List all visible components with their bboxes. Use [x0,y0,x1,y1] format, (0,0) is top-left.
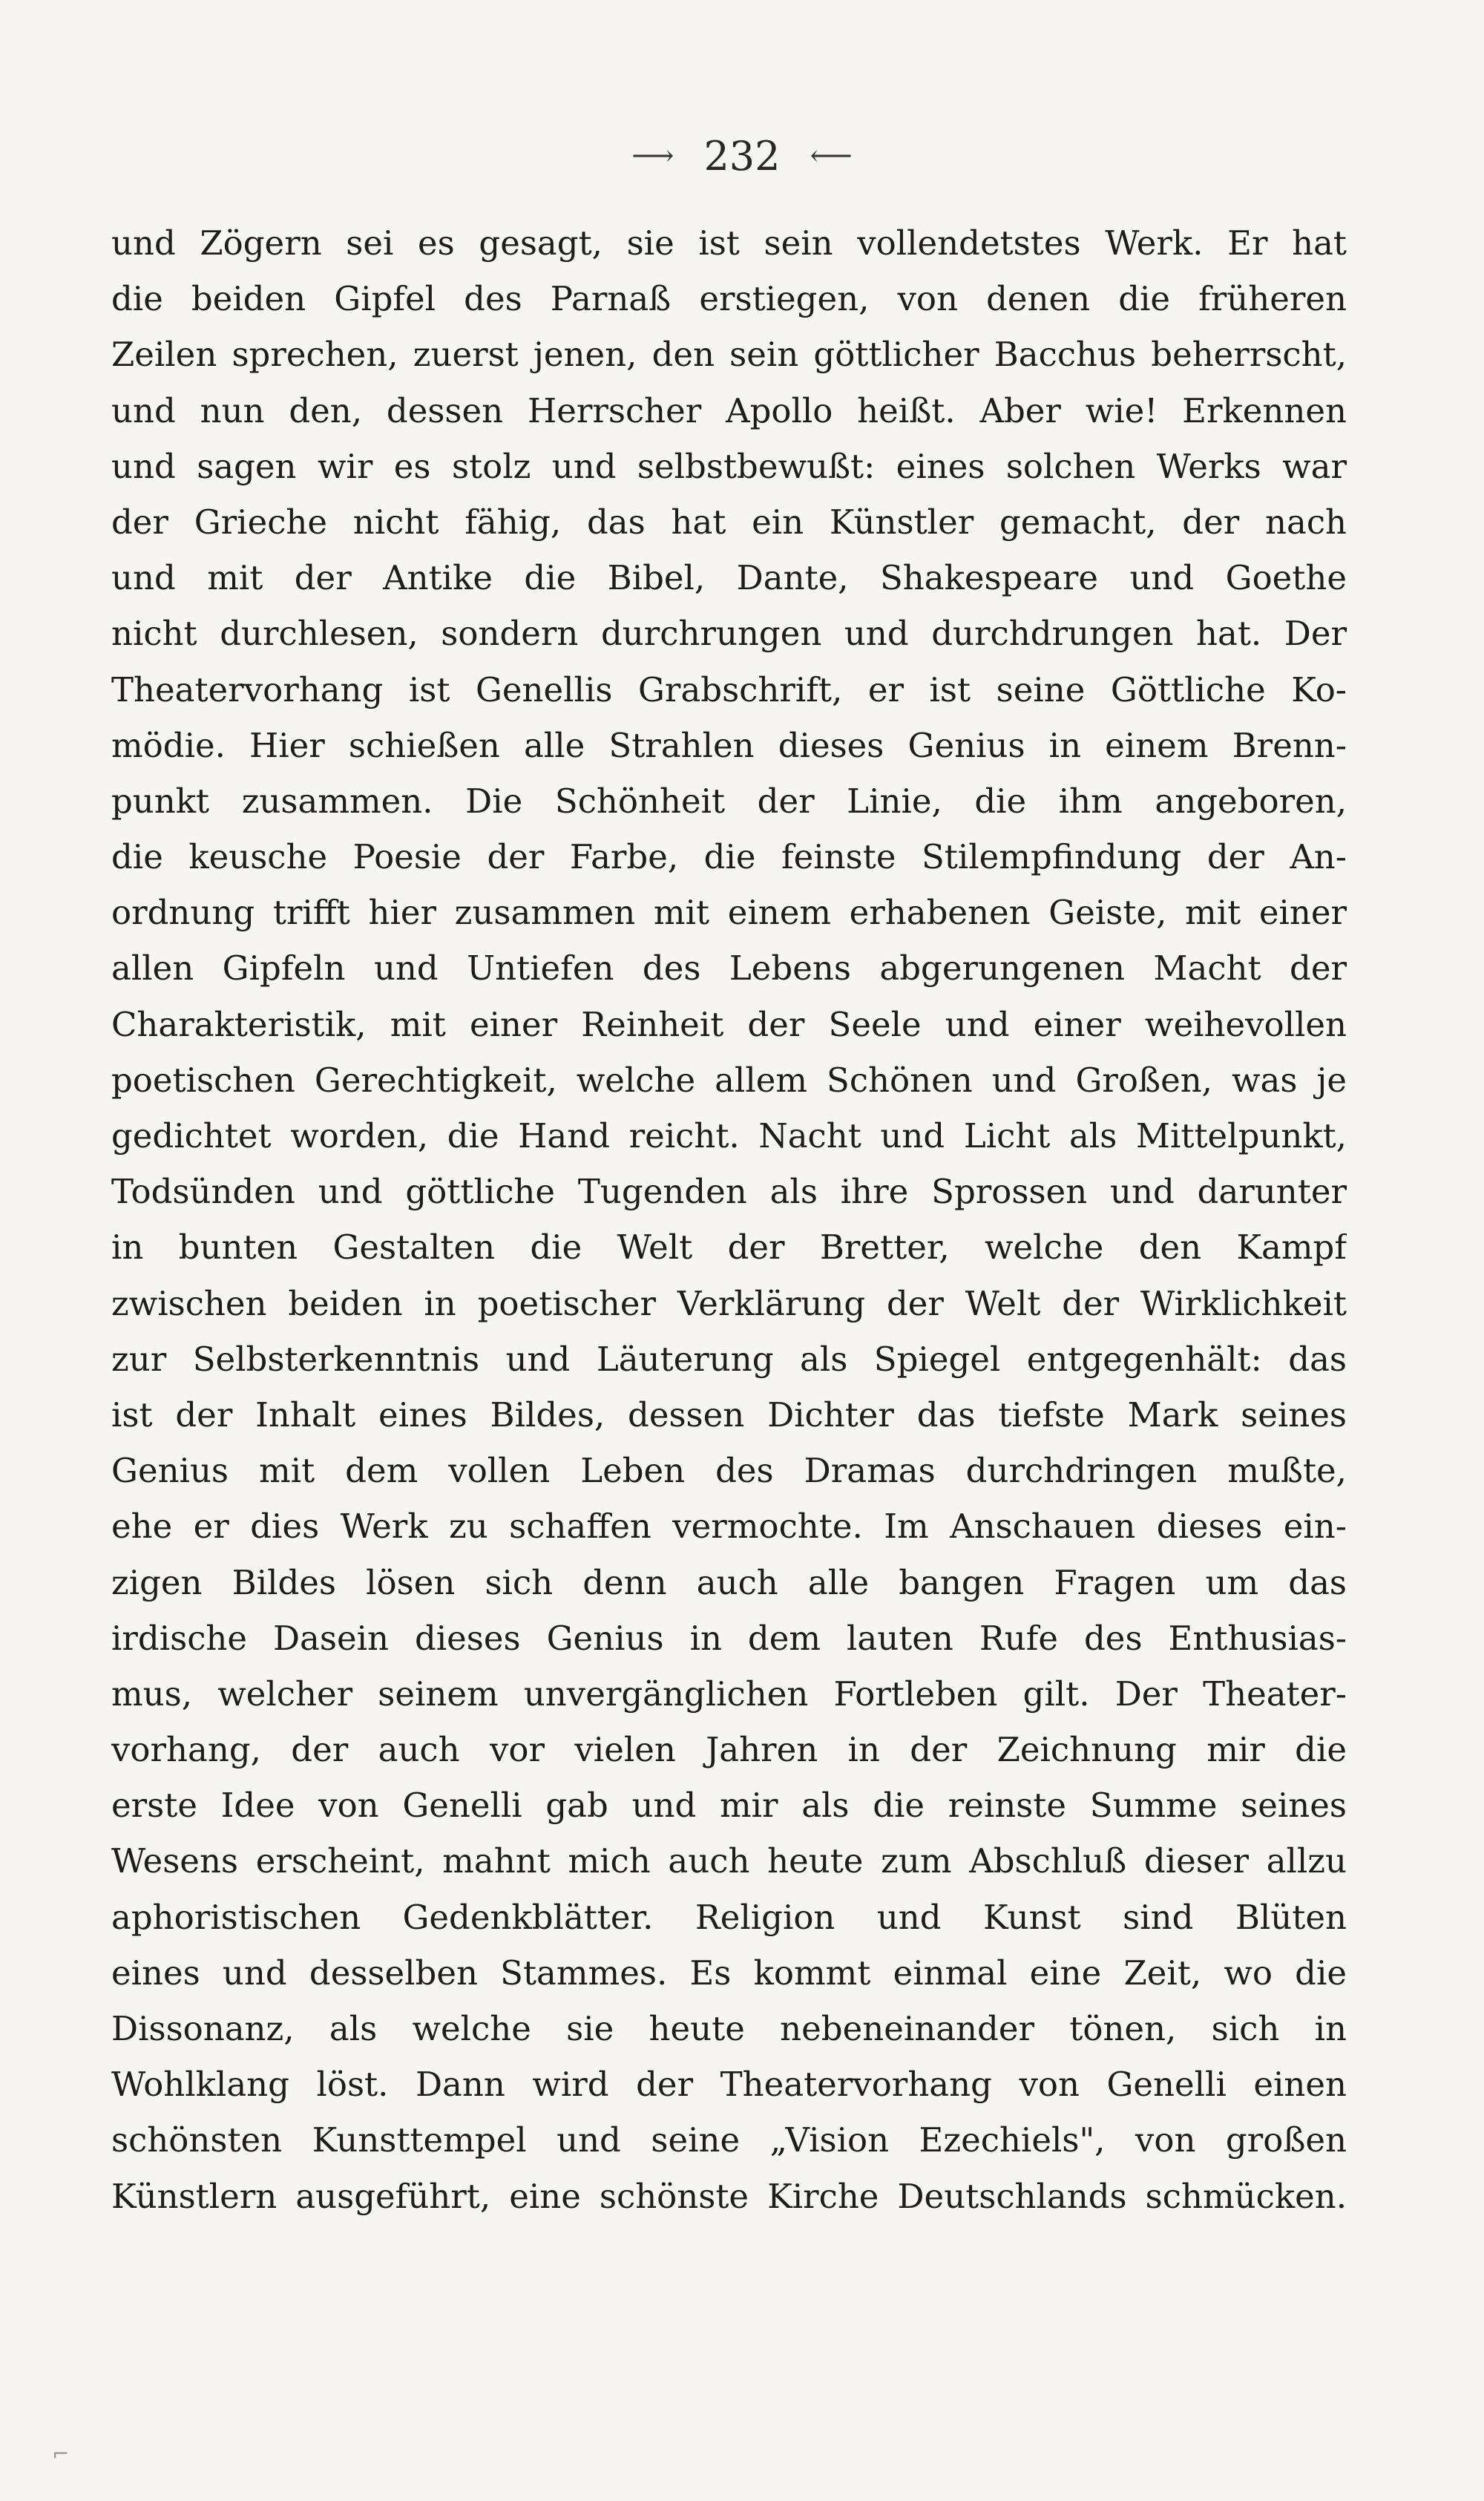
text-line: vorhang, der auch vor vielen Jahren in der Zeichnung mir die [111,1730,1347,1770]
text-line: zigen Bildes lösen sich denn auch alle bangen Fragen um das [111,1562,1347,1602]
text-line: und nun den, dessen Herrscher Apollo heißt. Aber wie! Erkennen [111,390,1347,430]
text-line: erste Idee von Genelli gab und mir als die reinste Summe seines [111,1786,1347,1826]
text-line: die beiden Gipfel des Parnaß erstiegen, von denen die früheren [111,279,1347,319]
text-line: die keusche Poesie der Farbe, die feinste Stilempfindung der An- [111,837,1347,877]
page-number: 232 [703,132,781,180]
text-line: Dissonanz, als welche sie heute nebeneinander tönen, sich in [111,2009,1347,2048]
ornament-right-icon: ⟵ [810,139,853,173]
text-line: Wesens erscheint, mahnt mich auch heute zum Abschluß dieser allzu [111,1841,1347,1881]
text-line: zur Selbsterkenntnis und Läuterung als Spiegel entgegenhält: das [111,1339,1347,1379]
text-line: irdische Dasein dieses Genius in dem lauten Rufe des Enthusias- [111,1618,1347,1658]
margin-mark-icon: ⌐ [52,2442,70,2466]
text-line: Wohlklang löst. Dann wird der Theatervorhang von Genelli einen [111,2065,1347,2105]
text-line: gedichtet worden, die Hand reicht. Nacht und Licht als Mittelpunkt, [111,1116,1347,1156]
text-line: Theatervorhang ist Genellis Grabschrift, er ist seine Göttliche Ko- [111,669,1347,709]
text-line: Genius mit dem vollen Leben des Dramas durchdringen mußte, [111,1451,1347,1491]
text-line: der Grieche nicht fähig, das hat ein Künstler gemacht, der nach [111,502,1347,542]
text-line: und sagen wir es stolz und selbstbewußt: eines solchen Werks war [111,446,1347,486]
text-line: punkt zusammen. Die Schönheit der Linie, die ihm angeboren, [111,781,1347,821]
text-line: Charakteristik, mit einer Reinheit der Seele und einer weihevollen [111,1004,1347,1044]
text-line: aphoristischen Gedenkblätter. Religion und Kunst sind Blüten [111,1897,1347,1937]
text-line: und mit der Antike die Bibel, Dante, Shakespeare und Goethe [111,558,1347,598]
text-line: eines und desselben Stammes. Es kommt einmal eine Zeit, wo die [111,1953,1347,1993]
text-line: mödie. Hier schießen alle Strahlen dieses Genius in einem Brenn- [111,725,1347,765]
text-line: nicht durchlesen, sondern durchrungen und durchdrungen hat. Der [111,614,1347,654]
text-line: ehe er dies Werk zu schaffen vermochte. Im Anschauen dieses ein- [111,1507,1347,1547]
text-line: schönsten Kunsttempel und seine „Vision Ezechiels", von großen [111,2120,1347,2160]
text-line: in bunten Gestalten die Welt der Bretter, welche den Kampf [111,1227,1347,1268]
text-line: Künstlern ausgeführt, eine schönste Kirche Deutschlands schmücken. [111,2176,1347,2216]
text-line: und Zögern sei es gesagt, sie ist sein vollendetstes Werk. Er hat [111,223,1347,263]
text-line: ist der Inhalt eines Bildes, dessen Dichter das tiefste Mark seines [111,1394,1347,1435]
text-line: poetischen Gerechtigkeit, welche allem Schönen und Großen, was je [111,1060,1347,1100]
ornament-left-icon: ⟶ [631,139,674,173]
text-line: Zeilen sprechen, zuerst jenen, den sein göttlicher Bacchus beherrscht, [111,335,1347,375]
text-line: ordnung trifft hier zusammen mit einem erhabenen Geiste, mit einer [111,893,1347,933]
body-text [111,215,1347,2224]
text-line: zwischen beiden in poetischer Verklärung der Welt der Wirklichkeit [111,1283,1347,1323]
text-line: mus, welcher seinem unvergänglichen Fortleben gilt. Der Theater- [111,1674,1347,1714]
page-header [0,126,1484,186]
text-line: allen Gipfeln und Untiefen des Lebens abgerungenen Macht der [111,948,1347,989]
text-line: Todsünden und göttliche Tugenden als ihre Sprossen und darunter [111,1172,1347,1212]
